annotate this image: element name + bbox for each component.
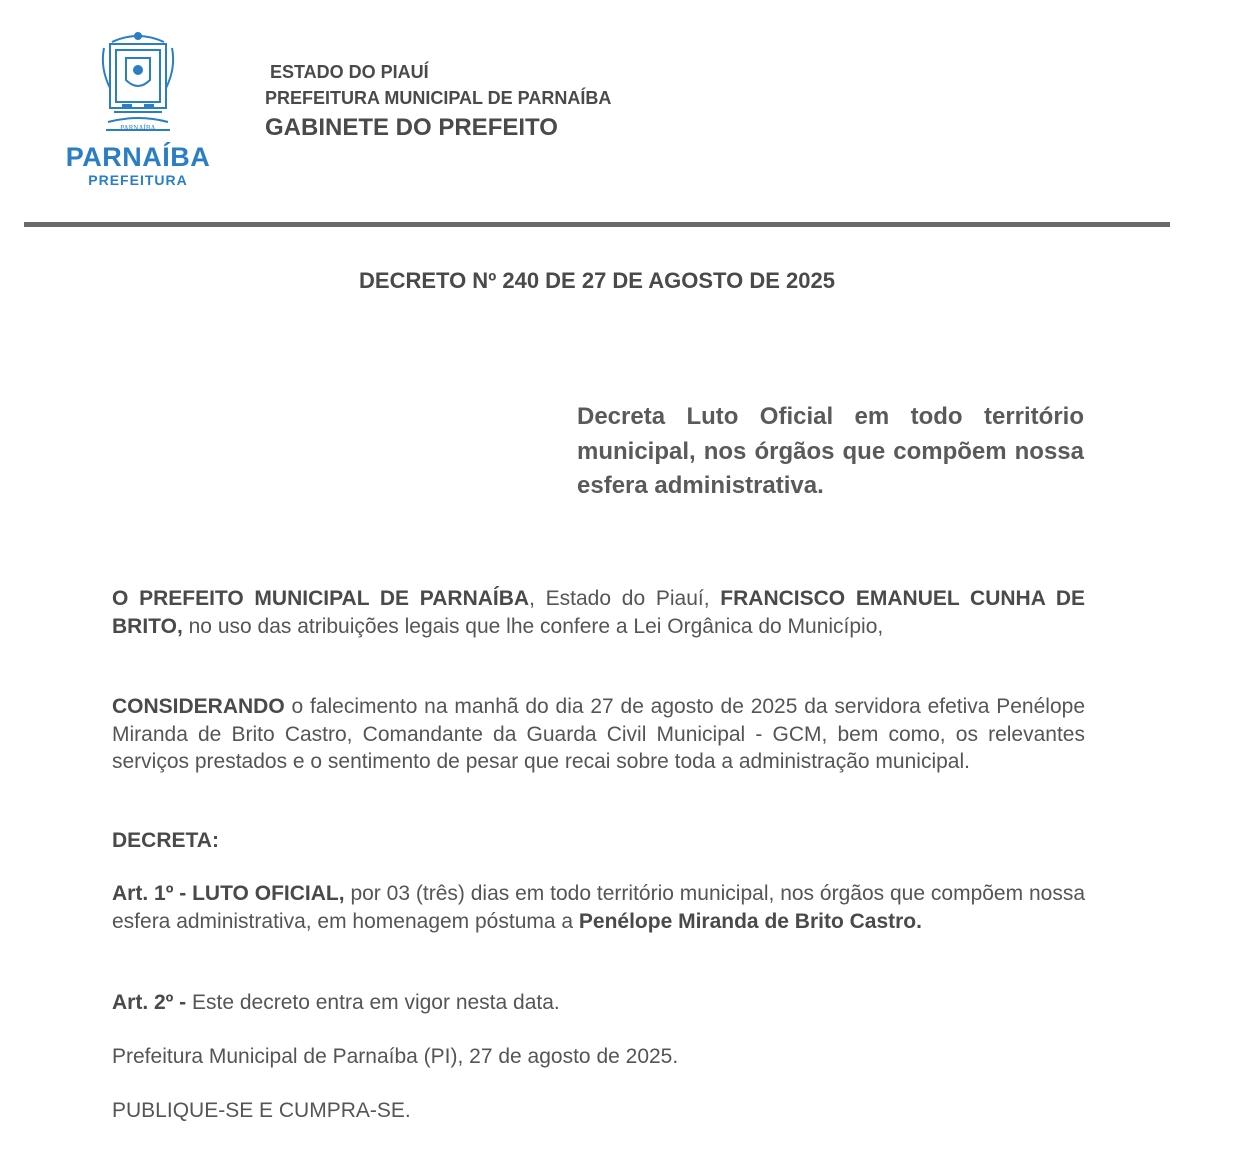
header-city-hall: PREFEITURA MUNICIPAL DE PARNAÍBA [265, 88, 612, 108]
coat-of-arms-icon [96, 26, 180, 138]
decree-summary: Decreta Luto Oficial em todo território municipal, nos órgãos que compõem nossa esfera administrativa. [577, 403, 1084, 499]
closing-statement: PUBLIQUE-SE E CUMPRA-SE. [112, 1099, 411, 1122]
header-state: ESTADO DO PIAUÍ [270, 62, 429, 82]
intro-paragraph: O PREFEITO MUNICIPAL DE PARNAÍBA, Estado do Piauí, FRANCISCO EMANUEL CUNHA DE BRITO, no uso das atribuições legais que lhe confere a Lei Orgânica do Município, [112, 587, 1086, 638]
header-divider [24, 222, 1170, 227]
decreta-heading: DECRETA: [112, 829, 219, 852]
considering-paragraph: CONSIDERANDO o falecimento na manhã do dia 27 de agosto de 2025 da servidora efetiva Penélope Miranda de Brito Castro, Comandante da Guarda Civil Municipal - GCM, bem como, os relevantes serviços prestados e o sentimento de pesar que recai sobre toda a administração municipal. [112, 695, 1085, 773]
article-2: Art. 2º - Este decreto entra em vigor nesta data. [112, 991, 560, 1014]
crest-ribbon-text: PARNAÍBA [120, 124, 156, 132]
logo-subtitle: PREFEITURA [88, 172, 188, 188]
place-date: Prefeitura Municipal de Parnaíba (PI), 27 de agosto de 2025. [112, 1045, 679, 1068]
decree-title: DECRETO Nº 240 DE 27 DE AGOSTO DE 2025 [359, 268, 835, 293]
article-1: Art. 1º - LUTO OFICIAL, por 03 (três) dias em todo território municipal, nos órgãos que compõem nossa esfera administrativa, em homenagem póstuma a Penélope Miranda de Brito Castro. [112, 882, 1085, 933]
logo-wordmark: PARNAÍBA [65, 142, 211, 172]
header-office: GABINETE DO PREFEITO [265, 114, 558, 141]
